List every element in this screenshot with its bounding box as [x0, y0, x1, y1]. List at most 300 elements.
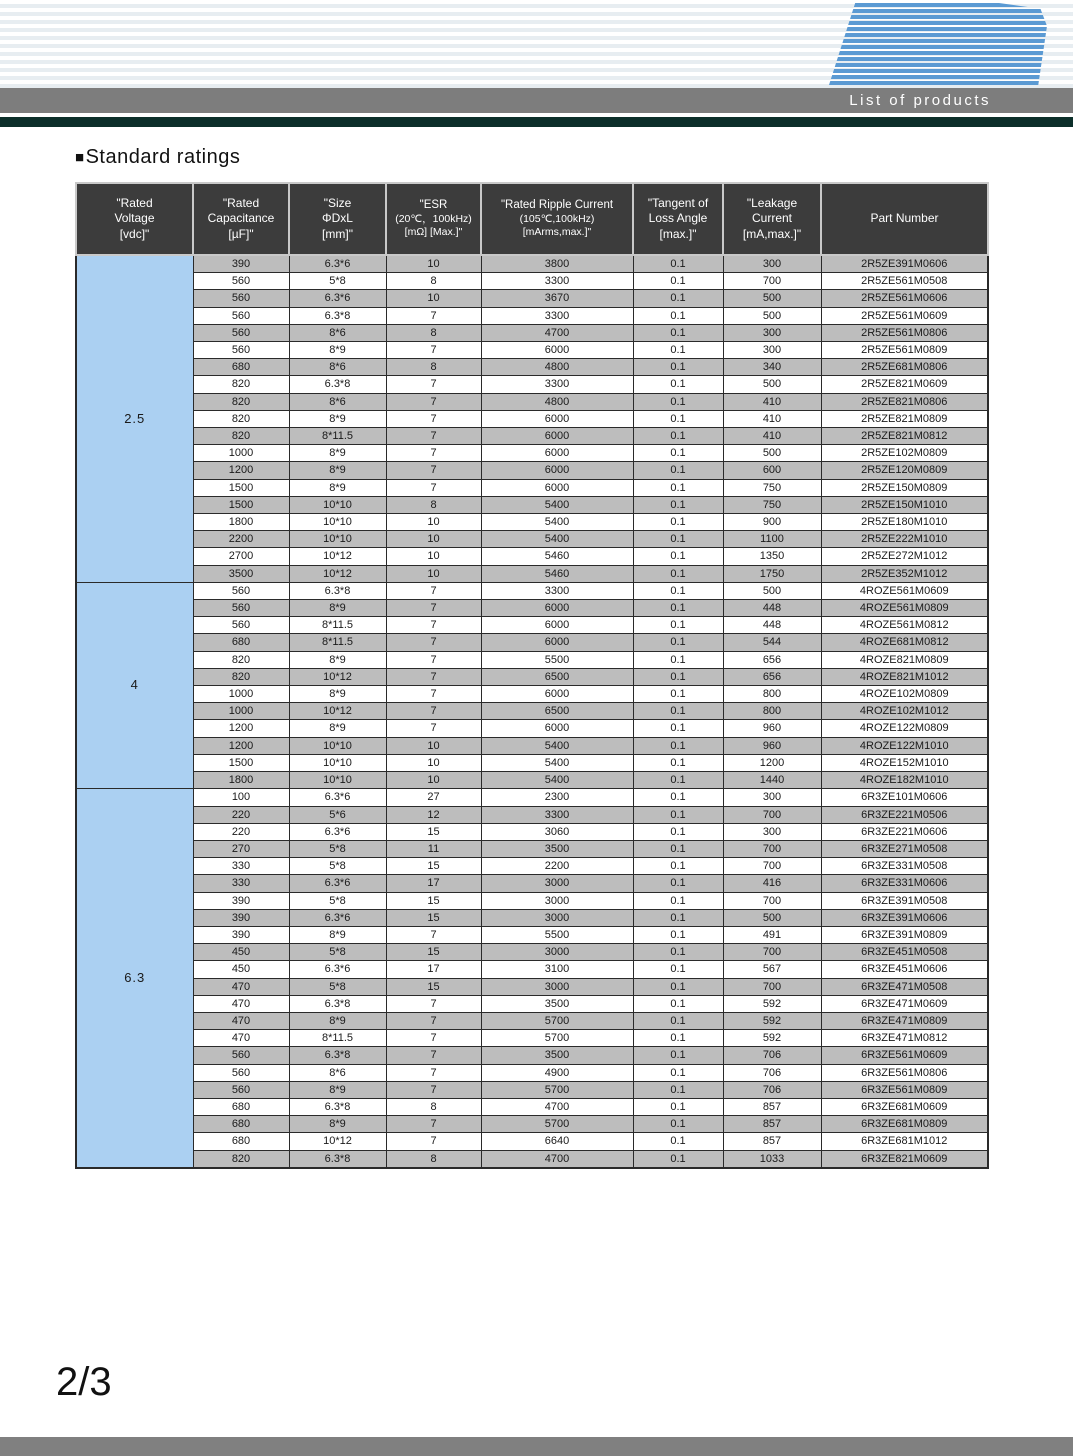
table-row	[76, 462, 988, 479]
leakage-cell: 750	[723, 496, 821, 513]
part-number-cell: 6R3ZE471M0609	[821, 995, 988, 1012]
column-header-esr: "ESR (20℃，100kHz) [mΩ] [Max.]"	[386, 183, 481, 255]
tangent-cell: 0.1	[633, 307, 723, 324]
capacitance-cell: 1200	[193, 720, 289, 737]
part-number-cell: 6R3ZE271M0508	[821, 840, 988, 857]
page-number: 2/3	[56, 1360, 112, 1404]
size-cell: 5*6	[289, 806, 386, 823]
part-number-cell: 6R3ZE561M0809	[821, 1081, 988, 1098]
part-number-cell: 6R3ZE221M0606	[821, 823, 988, 840]
section-title-label: Standard ratings	[85, 146, 241, 168]
tangent-cell: 0.1	[633, 1012, 723, 1029]
table-row	[76, 548, 988, 565]
footer-bar	[0, 1437, 1073, 1456]
table-row	[76, 892, 988, 909]
table-row	[76, 410, 988, 427]
tangent-cell: 0.1	[633, 531, 723, 548]
leakage-cell: 592	[723, 1012, 821, 1029]
part-number-cell: 2R5ZE561M0606	[821, 290, 988, 307]
capacitance-cell: 100	[193, 789, 289, 806]
part-number-cell: 4ROZE102M0809	[821, 686, 988, 703]
leakage-cell: 1750	[723, 565, 821, 582]
tangent-cell: 0.1	[633, 961, 723, 978]
leakage-cell: 700	[723, 892, 821, 909]
size-cell: 5*8	[289, 944, 386, 961]
capacitance-cell: 390	[193, 255, 289, 273]
table-row	[76, 720, 988, 737]
tangent-cell: 0.1	[633, 703, 723, 720]
table-row	[76, 342, 988, 359]
part-number-cell: 4ROZE681M0812	[821, 634, 988, 651]
part-number-cell: 4ROZE152M1010	[821, 754, 988, 771]
tangent-cell: 0.1	[633, 789, 723, 806]
capacitance-cell: 330	[193, 875, 289, 892]
leakage-cell: 500	[723, 307, 821, 324]
capacitance-cell: 820	[193, 1150, 289, 1168]
size-cell: 5*8	[289, 840, 386, 857]
section-title	[75, 146, 240, 169]
size-cell: 6.3*8	[289, 995, 386, 1012]
esr-cell: 7	[386, 1030, 481, 1047]
ripple-cell: 6500	[481, 668, 633, 685]
leakage-cell: 1350	[723, 548, 821, 565]
capacitance-cell: 680	[193, 359, 289, 376]
esr-cell: 27	[386, 789, 481, 806]
table-row	[76, 737, 988, 754]
table-row	[76, 359, 988, 376]
part-number-cell: 4ROZE561M0812	[821, 617, 988, 634]
capacitance-cell: 1200	[193, 737, 289, 754]
ripple-cell: 3500	[481, 995, 633, 1012]
leakage-cell: 1033	[723, 1150, 821, 1168]
capacitance-cell: 820	[193, 651, 289, 668]
esr-cell: 10	[386, 737, 481, 754]
ripple-cell: 6500	[481, 703, 633, 720]
part-number-cell: 6R3ZE561M0806	[821, 1064, 988, 1081]
part-number-cell: 6R3ZE331M0508	[821, 858, 988, 875]
tangent-cell: 0.1	[633, 892, 723, 909]
ripple-cell: 5700	[481, 1081, 633, 1098]
part-number-cell: 2R5ZE821M0806	[821, 393, 988, 410]
leakage-cell: 410	[723, 393, 821, 410]
part-number-cell: 2R5ZE821M0809	[821, 410, 988, 427]
table-row	[76, 273, 988, 290]
capacitance-cell: 1500	[193, 496, 289, 513]
voltage-group-cell: 4	[76, 582, 193, 788]
tangent-cell: 0.1	[633, 582, 723, 599]
leakage-cell: 656	[723, 651, 821, 668]
tangent-cell: 0.1	[633, 840, 723, 857]
capacitance-cell: 560	[193, 1064, 289, 1081]
esr-cell: 10	[386, 565, 481, 582]
tangent-cell: 0.1	[633, 565, 723, 582]
esr-cell: 7	[386, 1012, 481, 1029]
capacitance-cell: 820	[193, 428, 289, 445]
leakage-cell: 500	[723, 290, 821, 307]
table-body	[76, 255, 988, 1168]
size-cell: 10*10	[289, 737, 386, 754]
leakage-cell: 500	[723, 582, 821, 599]
esr-cell: 7	[386, 479, 481, 496]
tangent-cell: 0.1	[633, 944, 723, 961]
column-header-size: "Size ΦDxL [mm]"	[289, 183, 386, 255]
ripple-cell: 6640	[481, 1133, 633, 1150]
capacitance-cell: 820	[193, 393, 289, 410]
part-number-cell: 2R5ZE681M0806	[821, 359, 988, 376]
ripple-cell: 6000	[481, 617, 633, 634]
capacitance-cell: 820	[193, 668, 289, 685]
column-header-part: Part Number	[821, 183, 988, 255]
esr-cell: 7	[386, 376, 481, 393]
part-number-cell: 2R5ZE561M0806	[821, 324, 988, 341]
esr-cell: 8	[386, 273, 481, 290]
size-cell: 8*9	[289, 410, 386, 427]
size-cell: 8*9	[289, 445, 386, 462]
capacitance-cell: 390	[193, 909, 289, 926]
part-number-cell: 6R3ZE451M0508	[821, 944, 988, 961]
size-cell: 6.3*8	[289, 1150, 386, 1168]
esr-cell: 10	[386, 772, 481, 789]
leakage-cell: 700	[723, 978, 821, 995]
standard-ratings-table	[75, 182, 989, 1169]
part-number-cell: 6R3ZE681M0609	[821, 1098, 988, 1115]
ripple-cell: 5500	[481, 926, 633, 943]
part-number-cell: 4ROZE102M1012	[821, 703, 988, 720]
capacitance-cell: 680	[193, 1098, 289, 1115]
esr-cell: 11	[386, 840, 481, 857]
capacitance-cell: 560	[193, 273, 289, 290]
size-cell: 6.3*8	[289, 1098, 386, 1115]
ripple-cell: 5400	[481, 772, 633, 789]
size-cell: 10*10	[289, 496, 386, 513]
size-cell: 10*10	[289, 754, 386, 771]
table-row	[76, 290, 988, 307]
capacitance-cell: 820	[193, 376, 289, 393]
capacitance-cell: 560	[193, 342, 289, 359]
table-row	[76, 926, 988, 943]
tangent-cell: 0.1	[633, 926, 723, 943]
tangent-cell: 0.1	[633, 428, 723, 445]
size-cell: 8*11.5	[289, 617, 386, 634]
blue-stripes-graphic	[829, 3, 1047, 85]
esr-cell: 7	[386, 445, 481, 462]
ripple-cell: 3670	[481, 290, 633, 307]
size-cell: 8*9	[289, 651, 386, 668]
table-row	[76, 565, 988, 582]
size-cell: 6.3*6	[289, 875, 386, 892]
leakage-cell: 1200	[723, 754, 821, 771]
capacitance-cell: 220	[193, 806, 289, 823]
leakage-cell: 706	[723, 1047, 821, 1064]
size-cell: 8*9	[289, 600, 386, 617]
tangent-cell: 0.1	[633, 273, 723, 290]
capacitance-cell: 390	[193, 926, 289, 943]
leakage-cell: 706	[723, 1064, 821, 1081]
leakage-cell: 410	[723, 428, 821, 445]
table-row	[76, 772, 988, 789]
tangent-cell: 0.1	[633, 823, 723, 840]
part-number-cell: 2R5ZE821M0609	[821, 376, 988, 393]
ripple-cell: 5400	[481, 514, 633, 531]
capacitance-cell: 820	[193, 410, 289, 427]
ripple-cell: 3100	[481, 961, 633, 978]
size-cell: 10*10	[289, 772, 386, 789]
table-row	[76, 806, 988, 823]
ripple-cell: 5400	[481, 737, 633, 754]
part-number-cell: 6R3ZE451M0606	[821, 961, 988, 978]
tangent-cell: 0.1	[633, 995, 723, 1012]
capacitance-cell: 560	[193, 324, 289, 341]
table-row	[76, 514, 988, 531]
esr-cell: 7	[386, 634, 481, 651]
column-header-voltage: "Rated Voltage [vdc]"	[76, 183, 193, 255]
tangent-cell: 0.1	[633, 978, 723, 995]
part-number-cell: 6R3ZE471M0812	[821, 1030, 988, 1047]
esr-cell: 7	[386, 307, 481, 324]
capacitance-cell: 1200	[193, 462, 289, 479]
ripple-cell: 3300	[481, 307, 633, 324]
esr-cell: 10	[386, 290, 481, 307]
esr-cell: 7	[386, 668, 481, 685]
esr-cell: 17	[386, 875, 481, 892]
size-cell: 8*9	[289, 1116, 386, 1133]
size-cell: 6.3*6	[289, 909, 386, 926]
ripple-cell: 6000	[481, 479, 633, 496]
table-row	[76, 1012, 988, 1029]
table-row	[76, 376, 988, 393]
part-number-cell: 2R5ZE561M0609	[821, 307, 988, 324]
capacitance-cell: 560	[193, 1047, 289, 1064]
tangent-cell: 0.1	[633, 634, 723, 651]
part-number-cell: 6R3ZE681M0809	[821, 1116, 988, 1133]
leakage-cell: 592	[723, 1030, 821, 1047]
esr-cell: 7	[386, 582, 481, 599]
capacitance-cell: 450	[193, 944, 289, 961]
esr-cell: 7	[386, 600, 481, 617]
ripple-cell: 3000	[481, 978, 633, 995]
capacitance-cell: 470	[193, 1012, 289, 1029]
table-row	[76, 531, 988, 548]
tangent-cell: 0.1	[633, 359, 723, 376]
esr-cell: 8	[386, 1098, 481, 1115]
size-cell: 8*6	[289, 324, 386, 341]
size-cell: 5*8	[289, 978, 386, 995]
capacitance-cell: 220	[193, 823, 289, 840]
esr-cell: 7	[386, 1064, 481, 1081]
part-number-cell: 4ROZE182M1010	[821, 772, 988, 789]
capacitance-cell: 560	[193, 617, 289, 634]
tangent-cell: 0.1	[633, 445, 723, 462]
ripple-cell: 4700	[481, 324, 633, 341]
table-row	[76, 324, 988, 341]
size-cell: 10*12	[289, 565, 386, 582]
esr-cell: 10	[386, 255, 481, 273]
capacitance-cell: 1800	[193, 514, 289, 531]
size-cell: 8*11.5	[289, 428, 386, 445]
esr-cell: 7	[386, 995, 481, 1012]
ripple-cell: 3000	[481, 892, 633, 909]
square-bullet-icon: ■	[75, 149, 85, 166]
tangent-cell: 0.1	[633, 290, 723, 307]
voltage-group-cell: 6.3	[76, 789, 193, 1168]
capacitance-cell: 1500	[193, 479, 289, 496]
table-row	[76, 393, 988, 410]
capacitance-cell: 560	[193, 582, 289, 599]
leakage-cell: 706	[723, 1081, 821, 1098]
capacitance-cell: 680	[193, 1133, 289, 1150]
part-number-cell: 2R5ZE150M0809	[821, 479, 988, 496]
capacitance-cell: 470	[193, 978, 289, 995]
size-cell: 10*12	[289, 548, 386, 565]
size-cell: 6.3*8	[289, 307, 386, 324]
esr-cell: 10	[386, 548, 481, 565]
leakage-cell: 491	[723, 926, 821, 943]
size-cell: 8*6	[289, 393, 386, 410]
table-row	[76, 1133, 988, 1150]
table-row	[76, 1116, 988, 1133]
size-cell: 6.3*8	[289, 1047, 386, 1064]
esr-cell: 8	[386, 359, 481, 376]
tangent-cell: 0.1	[633, 737, 723, 754]
part-number-cell: 2R5ZE272M1012	[821, 548, 988, 565]
leakage-cell: 960	[723, 720, 821, 737]
capacitance-cell: 1000	[193, 686, 289, 703]
esr-cell: 8	[386, 1150, 481, 1168]
ripple-cell: 2200	[481, 858, 633, 875]
tangent-cell: 0.1	[633, 410, 723, 427]
column-header-leakage: "Leakage Current [mA,max.]"	[723, 183, 821, 255]
table-head-row	[76, 183, 988, 255]
size-cell: 6.3*8	[289, 582, 386, 599]
tangent-cell: 0.1	[633, 875, 723, 892]
tangent-cell: 0.1	[633, 548, 723, 565]
leakage-cell: 700	[723, 806, 821, 823]
leakage-cell: 700	[723, 858, 821, 875]
capacitance-cell: 1800	[193, 772, 289, 789]
leakage-cell: 857	[723, 1116, 821, 1133]
ripple-cell: 6000	[481, 634, 633, 651]
ripple-cell: 4700	[481, 1150, 633, 1168]
ripple-cell: 4800	[481, 393, 633, 410]
table-row	[76, 634, 988, 651]
part-number-cell: 2R5ZE102M0809	[821, 445, 988, 462]
esr-cell: 7	[386, 393, 481, 410]
tangent-cell: 0.1	[633, 754, 723, 771]
size-cell: 10*12	[289, 703, 386, 720]
ripple-cell: 3500	[481, 840, 633, 857]
part-number-cell: 2R5ZE391M0606	[821, 255, 988, 273]
tangent-cell: 0.1	[633, 720, 723, 737]
capacitance-cell: 1000	[193, 445, 289, 462]
part-number-cell: 4ROZE821M0809	[821, 651, 988, 668]
esr-cell: 7	[386, 686, 481, 703]
capacitance-cell: 560	[193, 1081, 289, 1098]
size-cell: 8*9	[289, 1081, 386, 1098]
tangent-cell: 0.1	[633, 668, 723, 685]
capacitance-cell: 560	[193, 290, 289, 307]
tangent-cell: 0.1	[633, 806, 723, 823]
part-number-cell: 6R3ZE391M0809	[821, 926, 988, 943]
ripple-cell: 4800	[481, 359, 633, 376]
ripple-cell: 6000	[481, 410, 633, 427]
tangent-cell: 0.1	[633, 462, 723, 479]
table-row	[76, 754, 988, 771]
ripple-cell: 3000	[481, 944, 633, 961]
size-cell: 8*9	[289, 342, 386, 359]
capacitance-cell: 2200	[193, 531, 289, 548]
part-number-cell: 2R5ZE821M0812	[821, 428, 988, 445]
leakage-cell: 700	[723, 944, 821, 961]
ripple-cell: 6000	[481, 445, 633, 462]
esr-cell: 7	[386, 651, 481, 668]
column-header-ripple: "Rated Ripple Current (105℃,100kHz) [mArms,max.]"	[481, 183, 633, 255]
esr-cell: 7	[386, 720, 481, 737]
ripple-cell: 5400	[481, 531, 633, 548]
esr-cell: 7	[386, 1081, 481, 1098]
capacitance-cell: 1000	[193, 703, 289, 720]
tangent-cell: 0.1	[633, 1064, 723, 1081]
ripple-cell: 2300	[481, 789, 633, 806]
tangent-cell: 0.1	[633, 255, 723, 273]
part-number-cell: 2R5ZE352M1012	[821, 565, 988, 582]
size-cell: 6.3*6	[289, 255, 386, 273]
ripple-cell: 6000	[481, 686, 633, 703]
leakage-cell: 1440	[723, 772, 821, 789]
ripple-cell: 5700	[481, 1116, 633, 1133]
leakage-cell: 300	[723, 255, 821, 273]
ripple-cell: 3060	[481, 823, 633, 840]
table-row	[76, 840, 988, 857]
tangent-cell: 0.1	[633, 651, 723, 668]
tangent-cell: 0.1	[633, 1150, 723, 1168]
ripple-cell: 3800	[481, 255, 633, 273]
part-number-cell: 6R3ZE681M1012	[821, 1133, 988, 1150]
leakage-cell: 567	[723, 961, 821, 978]
esr-cell: 10	[386, 514, 481, 531]
part-number-cell: 6R3ZE391M0508	[821, 892, 988, 909]
ripple-cell: 5460	[481, 548, 633, 565]
capacitance-cell: 1500	[193, 754, 289, 771]
size-cell: 8*11.5	[289, 634, 386, 651]
leakage-cell: 448	[723, 617, 821, 634]
size-cell: 6.3*6	[289, 789, 386, 806]
ripple-cell: 4900	[481, 1064, 633, 1081]
esr-cell: 7	[386, 1133, 481, 1150]
table-row	[76, 686, 988, 703]
esr-cell: 8	[386, 324, 481, 341]
products-banner-label: List of products	[849, 92, 991, 109]
size-cell: 6.3*6	[289, 961, 386, 978]
esr-cell: 15	[386, 823, 481, 840]
leakage-cell: 500	[723, 376, 821, 393]
ripple-cell: 6000	[481, 720, 633, 737]
tangent-cell: 0.1	[633, 393, 723, 410]
table-row	[76, 496, 988, 513]
part-number-cell: 6R3ZE471M0809	[821, 1012, 988, 1029]
tangent-cell: 0.1	[633, 1047, 723, 1064]
table-row	[76, 307, 988, 324]
leakage-cell: 416	[723, 875, 821, 892]
tangent-cell: 0.1	[633, 772, 723, 789]
ripple-cell: 3500	[481, 1047, 633, 1064]
tangent-cell: 0.1	[633, 1081, 723, 1098]
ripple-cell: 5500	[481, 651, 633, 668]
part-number-cell: 6R3ZE221M0506	[821, 806, 988, 823]
capacitance-cell: 3500	[193, 565, 289, 582]
leakage-cell: 900	[723, 514, 821, 531]
esr-cell: 15	[386, 944, 481, 961]
voltage-group-cell: 2.5	[76, 255, 193, 582]
